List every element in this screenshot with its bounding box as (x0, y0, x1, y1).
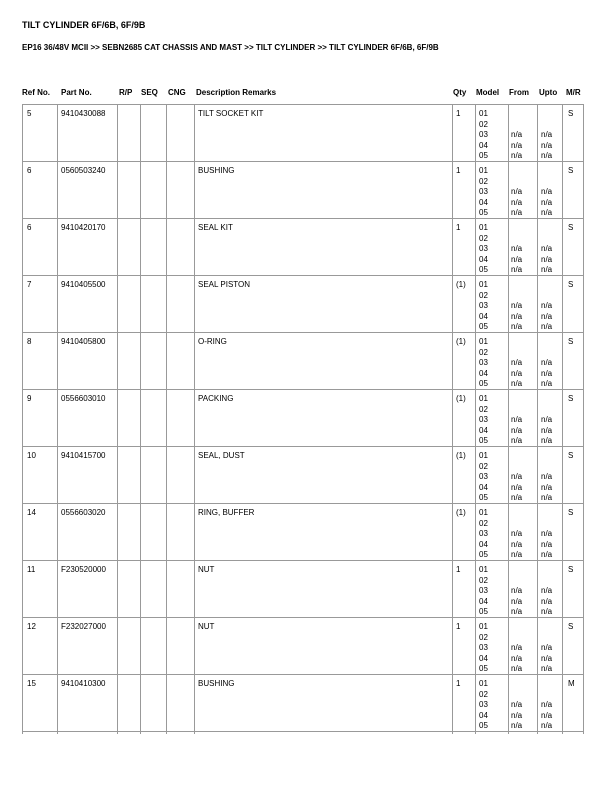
model-cell: 03 (479, 529, 488, 538)
description-cell: SEAL, DUST (198, 451, 245, 460)
upto-cell: n/a (541, 643, 553, 652)
upto-cell: n/a (541, 607, 553, 616)
model-cell: 01 (479, 223, 488, 232)
description-cell: PACKING (198, 394, 234, 403)
upto-cell: n/a (541, 322, 553, 331)
model-cell: 01 (479, 565, 488, 574)
from-cell: n/a (511, 301, 523, 310)
model-cell: 03 (479, 700, 488, 709)
model-cell: 04 (479, 710, 488, 720)
model-cell: 05 (479, 151, 488, 160)
model-cell: 04 (479, 140, 488, 150)
from-cell: n/a (511, 721, 523, 730)
model-cell: 01 (479, 394, 488, 403)
description-cell: TILT SOCKET KIT (198, 109, 264, 118)
ref-no-cell: 11 (27, 565, 36, 574)
mr-cell: S (568, 223, 574, 232)
part-no-cell: F232027000 (61, 622, 106, 631)
model-cell: 05 (479, 664, 488, 673)
mr-cell: S (568, 166, 574, 175)
from-cell: n/a (511, 379, 523, 388)
model-cell: 02 (479, 290, 488, 300)
model-cell: 05 (479, 550, 488, 559)
model-cell: 04 (479, 539, 488, 549)
mr-cell: S (568, 394, 574, 403)
upto-cell: n/a (541, 425, 553, 435)
part-no-cell: 0556603010 (61, 394, 106, 403)
upto-cell: n/a (541, 710, 553, 720)
model-cell: 03 (479, 643, 488, 652)
qty-cell: 1 (456, 622, 461, 631)
model-cell: 02 (479, 689, 488, 699)
upto-cell: n/a (541, 721, 553, 730)
from-cell: n/a (511, 197, 523, 207)
ref-no-cell: 9 (27, 394, 32, 403)
upto-cell: n/a (541, 379, 553, 388)
model-cell: 05 (479, 322, 488, 331)
from-cell: n/a (511, 415, 523, 424)
header-upto: Upto (539, 88, 558, 97)
header-qty: Qty (453, 88, 467, 97)
upto-cell: n/a (541, 596, 553, 606)
upto-cell: n/a (541, 301, 553, 310)
model-cell: 04 (479, 596, 488, 606)
ref-no-cell: 6 (27, 166, 32, 175)
model-cell: 03 (479, 244, 488, 253)
model-cell: 03 (479, 472, 488, 481)
upto-cell: n/a (541, 368, 553, 378)
description-cell: SEAL PISTON (198, 280, 251, 289)
row-divider (22, 560, 584, 561)
upto-cell: n/a (541, 187, 553, 196)
description-cell: BUSHING (198, 679, 235, 688)
from-cell: n/a (511, 140, 523, 150)
model-cell: 05 (479, 208, 488, 217)
ref-no-cell: 10 (27, 451, 36, 460)
column-divider (537, 104, 538, 734)
header-mr: M/R (566, 88, 581, 97)
header-cng: CNG (168, 88, 186, 97)
model-cell: 02 (479, 461, 488, 471)
model-cell: 02 (479, 233, 488, 243)
upto-cell: n/a (541, 529, 553, 538)
mr-cell: S (568, 451, 574, 460)
upto-cell: n/a (541, 436, 553, 445)
page-title: TILT CYLINDER 6F/6B, 6F/9B (22, 20, 146, 30)
mr-cell: M (568, 679, 575, 688)
model-cell: 04 (479, 482, 488, 492)
qty-cell: 1 (456, 679, 461, 688)
column-divider (508, 104, 509, 734)
part-no-cell: 9410405500 (61, 280, 106, 289)
header-ref-no: Ref No. (22, 88, 50, 97)
part-no-cell: F230520000 (61, 565, 106, 574)
mr-cell: S (568, 109, 574, 118)
ref-no-cell: 6 (27, 223, 32, 232)
part-no-cell: 9410405800 (61, 337, 106, 346)
description-cell: O-RING (198, 337, 227, 346)
header-description: Description Remarks (196, 88, 277, 97)
mr-cell: S (568, 622, 574, 631)
model-cell: 01 (479, 337, 488, 346)
from-cell: n/a (511, 368, 523, 378)
model-cell: 04 (479, 368, 488, 378)
part-no-cell: 9410420170 (61, 223, 106, 232)
from-cell: n/a (511, 358, 523, 367)
row-divider (22, 731, 584, 732)
from-cell: n/a (511, 265, 523, 274)
upto-cell: n/a (541, 130, 553, 139)
column-divider (166, 104, 167, 734)
upto-cell: n/a (541, 358, 553, 367)
row-divider (22, 104, 584, 105)
column-divider (583, 104, 584, 734)
qty-cell: 1 (456, 109, 461, 118)
qty-cell: 1 (456, 166, 461, 175)
model-cell: 01 (479, 280, 488, 289)
from-cell: n/a (511, 187, 523, 196)
model-cell: 01 (479, 622, 488, 631)
upto-cell: n/a (541, 586, 553, 595)
model-cell: 01 (479, 679, 488, 688)
from-cell: n/a (511, 529, 523, 538)
ref-no-cell: 12 (27, 622, 36, 631)
row-divider (22, 674, 584, 675)
model-cell: 03 (479, 358, 488, 367)
upto-cell: n/a (541, 550, 553, 559)
row-divider (22, 617, 584, 618)
from-cell: n/a (511, 586, 523, 595)
upto-cell: n/a (541, 140, 553, 150)
model-cell: 02 (479, 575, 488, 585)
header-model: Model (476, 88, 500, 97)
upto-cell: n/a (541, 700, 553, 709)
ref-no-cell: 8 (27, 337, 32, 346)
from-cell: n/a (511, 244, 523, 253)
model-cell: 02 (479, 518, 488, 528)
description-cell: SEAL KIT (198, 223, 233, 232)
column-divider (57, 104, 58, 734)
upto-cell: n/a (541, 265, 553, 274)
column-divider (117, 104, 118, 734)
part-no-cell: 9410415700 (61, 451, 106, 460)
qty-cell: (1) (456, 508, 466, 517)
qty-cell: 1 (456, 223, 461, 232)
row-divider (22, 218, 584, 219)
from-cell: n/a (511, 539, 523, 549)
upto-cell: n/a (541, 653, 553, 663)
ref-no-cell: 7 (27, 280, 32, 289)
model-cell: 05 (479, 436, 488, 445)
column-divider (140, 104, 141, 734)
from-cell: n/a (511, 700, 523, 709)
description-cell: BUSHING (198, 166, 235, 175)
mr-cell: S (568, 280, 574, 289)
model-cell: 01 (479, 451, 488, 460)
model-cell: 05 (479, 607, 488, 616)
header-seq: SEQ (141, 88, 158, 97)
model-cell: 02 (479, 176, 488, 186)
qty-cell: (1) (456, 280, 466, 289)
from-cell: n/a (511, 550, 523, 559)
mr-cell: S (568, 337, 574, 346)
mr-cell: S (568, 565, 574, 574)
model-cell: 05 (479, 721, 488, 730)
model-cell: 05 (479, 265, 488, 274)
row-divider (22, 161, 584, 162)
model-cell: 02 (479, 632, 488, 642)
part-no-cell: 0560503240 (61, 166, 106, 175)
model-cell: 04 (479, 425, 488, 435)
qty-cell: (1) (456, 451, 466, 460)
column-divider (452, 104, 453, 734)
model-cell: 03 (479, 130, 488, 139)
from-cell: n/a (511, 653, 523, 663)
column-divider (22, 104, 23, 734)
qty-cell: (1) (456, 337, 466, 346)
from-cell: n/a (511, 607, 523, 616)
breadcrumb: EP16 36/48V MCII >> SEBN2685 CAT CHASSIS AND MAST >> TILT CYLINDER >> TILT CYLINDER 6F/6B, 6F/9B (22, 43, 439, 52)
model-cell: 03 (479, 415, 488, 424)
header-from: From (509, 88, 529, 97)
part-no-cell: 9410410300 (61, 679, 106, 688)
upto-cell: n/a (541, 311, 553, 321)
model-cell: 03 (479, 586, 488, 595)
from-cell: n/a (511, 643, 523, 652)
from-cell: n/a (511, 425, 523, 435)
model-cell: 03 (479, 187, 488, 196)
from-cell: n/a (511, 311, 523, 321)
row-divider (22, 446, 584, 447)
model-cell: 02 (479, 404, 488, 414)
model-cell: 01 (479, 109, 488, 118)
from-cell: n/a (511, 436, 523, 445)
qty-cell: (1) (456, 394, 466, 403)
model-cell: 02 (479, 347, 488, 357)
row-divider (22, 332, 584, 333)
qty-cell: 1 (456, 565, 461, 574)
model-cell: 02 (479, 119, 488, 129)
from-cell: n/a (511, 151, 523, 160)
from-cell: n/a (511, 472, 523, 481)
upto-cell: n/a (541, 197, 553, 207)
model-cell: 03 (479, 301, 488, 310)
ref-no-cell: 5 (27, 109, 32, 118)
upto-cell: n/a (541, 254, 553, 264)
upto-cell: n/a (541, 482, 553, 492)
part-no-cell: 9410430088 (61, 109, 106, 118)
from-cell: n/a (511, 664, 523, 673)
model-cell: 01 (479, 508, 488, 517)
from-cell: n/a (511, 482, 523, 492)
upto-cell: n/a (541, 415, 553, 424)
row-divider (22, 389, 584, 390)
ref-no-cell: 15 (27, 679, 36, 688)
row-divider (22, 503, 584, 504)
from-cell: n/a (511, 130, 523, 139)
upto-cell: n/a (541, 493, 553, 502)
model-cell: 04 (479, 197, 488, 207)
mr-cell: S (568, 508, 574, 517)
model-cell: 05 (479, 379, 488, 388)
upto-cell: n/a (541, 664, 553, 673)
model-cell: 04 (479, 254, 488, 264)
description-cell: NUT (198, 565, 215, 574)
upto-cell: n/a (541, 472, 553, 481)
row-divider (22, 275, 584, 276)
from-cell: n/a (511, 254, 523, 264)
header-rp: R/P (119, 88, 133, 97)
part-no-cell: 0556603020 (61, 508, 106, 517)
model-cell: 04 (479, 653, 488, 663)
upto-cell: n/a (541, 244, 553, 253)
ref-no-cell: 14 (27, 508, 36, 517)
model-cell: 05 (479, 493, 488, 502)
model-cell: 04 (479, 311, 488, 321)
from-cell: n/a (511, 710, 523, 720)
model-cell: 01 (479, 166, 488, 175)
parts-table (22, 104, 584, 734)
upto-cell: n/a (541, 539, 553, 549)
header-part-no: Part No. (61, 88, 92, 97)
from-cell: n/a (511, 596, 523, 606)
upto-cell: n/a (541, 208, 553, 217)
description-cell: RING, BUFFER (198, 508, 255, 517)
column-divider (194, 104, 195, 734)
from-cell: n/a (511, 493, 523, 502)
from-cell: n/a (511, 208, 523, 217)
column-divider (475, 104, 476, 734)
upto-cell: n/a (541, 151, 553, 160)
column-divider (562, 104, 563, 734)
description-cell: NUT (198, 622, 215, 631)
from-cell: n/a (511, 322, 523, 331)
